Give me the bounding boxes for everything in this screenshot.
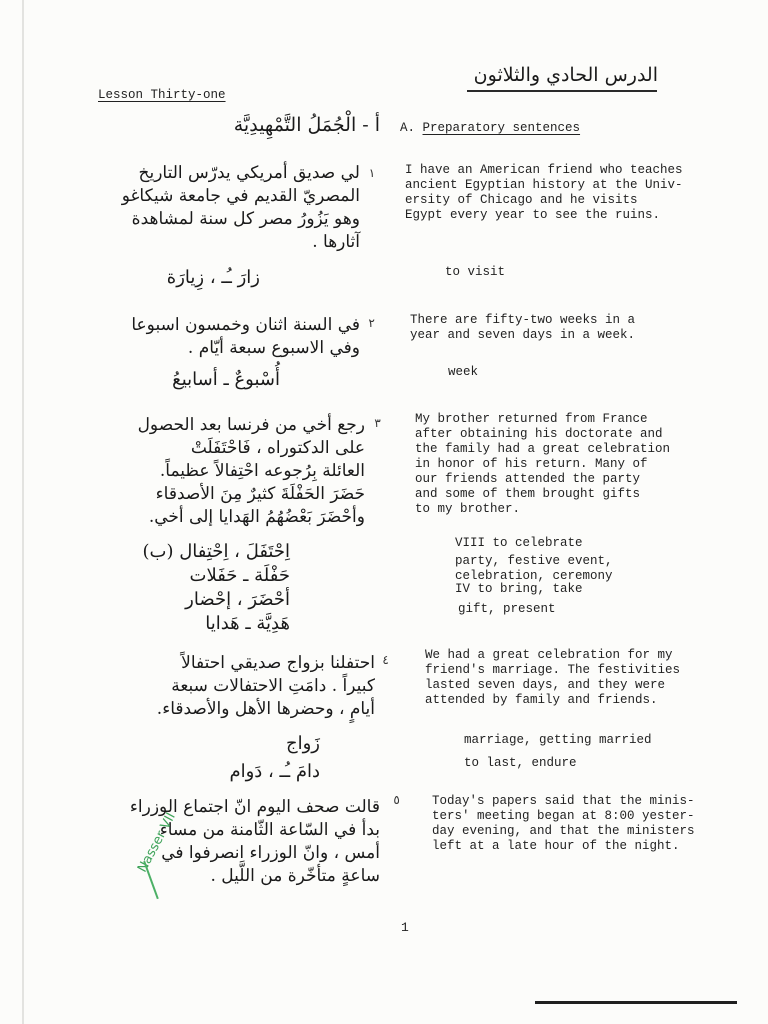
item-number: ٤	[382, 654, 390, 668]
vocab-ar: أحْضَرَ ، إحْضار	[185, 589, 290, 610]
vocab-en: to visit	[445, 265, 506, 279]
vocab-ar: حَفْلَة ـ حَفَلات	[189, 565, 290, 586]
ar-line: لي صديق أمريكي يدرّس التاريخ	[138, 163, 360, 183]
en-line: There are fifty-two weeks in a	[410, 313, 636, 327]
ar-line: وهو يَزُورُ مصر كل سنة لمشاهدة	[131, 209, 360, 229]
en-line: ters' meeting began at 8:00 yester-	[432, 809, 695, 823]
vocab-ar: أُسْبوعٌ ـ أسابيعُ	[172, 369, 280, 390]
ar-line: على الدكتوراه ، فَاحْتَفَلَتْ	[190, 438, 365, 458]
vocab-en: party, festive event, celebration, ceremony	[455, 554, 613, 583]
item-number: ٢	[368, 317, 376, 331]
en-line: Today's papers said that the minis-	[432, 794, 695, 808]
item-3-arabic	[60, 414, 365, 529]
en-line: and some of them brought gifts	[415, 487, 641, 501]
ar-line: حَضَرَ الحَفْلَةَ كثيرٌ مِنَ الأصدقاء	[155, 484, 365, 504]
item-4-vocab-ar	[180, 730, 320, 786]
item-4-arabic	[80, 652, 375, 721]
vocab-en: to last, endure	[464, 756, 577, 770]
vocab-en: IV to bring, take	[455, 582, 583, 596]
item-5-english	[432, 794, 722, 854]
ar-line: وأحْضَرَ بَعْضُهُمُ الهَدايا إلى أخي.	[148, 507, 365, 527]
en-line: left at a late hour of the night.	[432, 839, 680, 853]
en-line: ancient Egyptian history at the Univ-	[405, 178, 683, 192]
en-line: to my brother.	[415, 502, 521, 516]
item-1-arabic	[80, 162, 360, 254]
item-3-english	[415, 412, 705, 517]
ar-line: قالت صحف اليوم انّ اجتماع الوزراء	[129, 797, 380, 817]
lesson-title-ar: الدرس الحادي والثلاثون	[473, 64, 658, 86]
ar-line: احتفلنا بزواج صديقي احتفالاً	[181, 653, 375, 673]
item-4-english	[425, 648, 710, 708]
ar-line: في السنة اثنان وخمسون اسبوعا	[131, 315, 360, 335]
en-line: our friends attended the party	[415, 472, 641, 486]
section-heading-ar: أ - الْجُمَلُ التَّمْهِيدِيَّة	[233, 114, 380, 136]
ar-line: ساعةٍ متأخّرة من اللَّيل .	[210, 866, 380, 886]
en-line: lasted seven days, and they were	[425, 678, 666, 692]
ar-line: العائلة بِرُجوعه احْتِفالاً عظيماً.	[159, 461, 365, 481]
item-2-english	[410, 313, 700, 343]
en-line: attended by family and friends.	[425, 693, 658, 707]
en-line: We had a great celebration for my	[425, 648, 673, 662]
header-ar-underline	[467, 90, 657, 92]
en-line: Egypt every year to see the ruins.	[405, 208, 661, 222]
ar-line: كبيراً . دامَتِ الاحتفالات سبعة	[171, 676, 375, 696]
ar-line: المصريّ القديم في جامعة شيكاغو	[121, 186, 360, 206]
vocab-en: week	[448, 365, 479, 379]
page-number: 1	[401, 920, 409, 935]
section-heading-en: A. Preparatory sentences	[400, 121, 581, 135]
vocab-ar: دامَ ـُـ ، دَوام	[229, 761, 320, 782]
en-line: the family had a great celebration	[415, 442, 671, 456]
item-3-vocab-ar	[140, 540, 290, 636]
ar-line: رجع أخي من فرنسا بعد الحصول	[137, 415, 365, 435]
bottom-rule	[535, 1001, 737, 1004]
item-number: ٣	[374, 417, 382, 431]
vocab-ar: هَدِيَّة ـ هَدايا	[205, 613, 290, 634]
vocab-en: marriage, getting married	[464, 733, 652, 747]
vocab-en: VIII to celebrate	[455, 536, 583, 550]
vocab-ar: زارَ ـُـ ، زِيارَة	[166, 267, 260, 288]
section-heading-en-text: Preparatory sentences	[422, 121, 581, 135]
item-number: ٥	[393, 794, 401, 808]
en-line: day evening, and that the ministers	[432, 824, 695, 838]
en-line: year and seven days in a week.	[410, 328, 636, 342]
vocab-en: gift, present	[458, 602, 556, 616]
en-line: friend's marriage. The festivities	[425, 663, 681, 677]
item-1-english	[405, 163, 695, 223]
margin-handwritten-note: Nasser VII	[135, 810, 179, 876]
vocab-ar: اِحْتَفَلَ ، اِحْتِفال (ب)	[142, 541, 290, 562]
ar-line: أمس ، وانّ الوزراء انصرفوا في	[161, 843, 380, 863]
en-line: ersity of Chicago and he visits	[405, 193, 638, 207]
item-5-arabic	[70, 796, 380, 888]
ar-line: آثارها .	[312, 232, 360, 252]
item-number: ١	[368, 167, 376, 181]
ar-line: وفي الاسبوع سبعة أيّام .	[187, 338, 360, 358]
ar-line: بدأ في السّاعة الثّامنة من مساء	[159, 820, 380, 840]
en-line: after obtaining his doctorate and	[415, 427, 663, 441]
page-edge	[22, 0, 24, 1024]
en-line: in honor of his return. Many of	[415, 457, 648, 471]
item-2-arabic	[80, 314, 360, 360]
ar-line: أيامٍ ، وحضرها الأهل والأصدقاء.	[156, 699, 375, 719]
en-line: My brother returned from France	[415, 412, 648, 426]
en-line: I have an American friend who teaches	[405, 163, 683, 177]
lesson-title-en: Lesson Thirty-one	[98, 88, 226, 102]
vocab-ar: زَواج	[285, 733, 320, 754]
